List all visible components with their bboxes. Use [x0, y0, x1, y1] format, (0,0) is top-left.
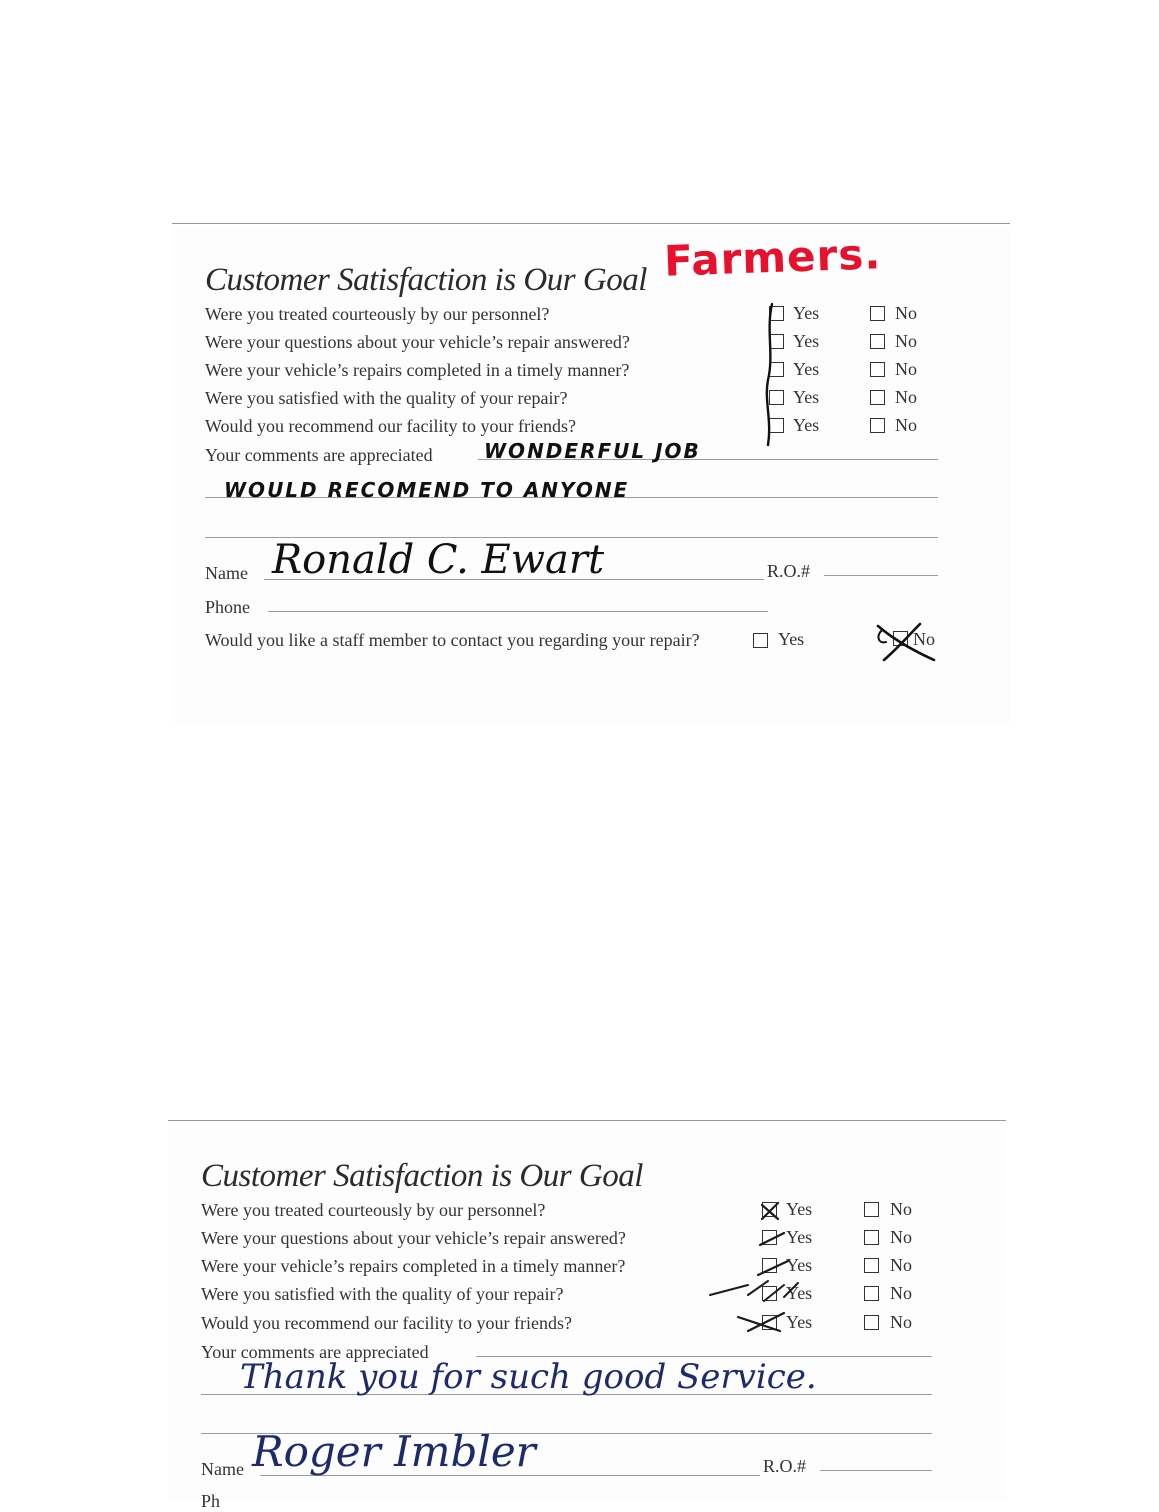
name-label: Name: [205, 563, 248, 583]
survey-card-1: [172, 223, 1010, 724]
ro-label: R.O.#: [767, 561, 811, 581]
handwritten-x-mark: [872, 620, 942, 665]
yes-label: Yes: [786, 1283, 813, 1303]
question-recommend: Would you recommend our facility to your friends?: [205, 416, 576, 436]
no-checkbox-timely[interactable]: [870, 362, 885, 377]
handwritten-name: Roger Imbler: [252, 1427, 536, 1476]
yes-label: Yes: [793, 331, 820, 351]
survey-card-2: [168, 1120, 1006, 1511]
ro-line: [820, 1470, 932, 1471]
contact-no-label: No: [913, 629, 935, 649]
no-label: No: [895, 303, 917, 323]
question-quality: Were you satisfied with the quality of your repair?: [201, 1284, 564, 1304]
question-timely: Were your vehicle’s repairs completed in a timely manner?: [201, 1256, 626, 1276]
no-label: No: [895, 387, 917, 407]
no-label: No: [890, 1227, 912, 1247]
ro-label: R.O.#: [763, 1456, 807, 1476]
contact-yes-label: Yes: [778, 629, 805, 649]
no-label: No: [890, 1199, 912, 1219]
question-answered: Were your questions about your vehicle’s repair answered?: [201, 1228, 626, 1248]
no-label: No: [890, 1312, 912, 1332]
yes-label: Yes: [786, 1227, 813, 1247]
question-recommend: Would you recommend our facility to your friends?: [201, 1313, 572, 1333]
yes-label: Yes: [793, 387, 820, 407]
no-label: No: [890, 1255, 912, 1275]
handwritten-brand-note: Farmers.: [663, 229, 882, 286]
phone-label: Phone: [205, 597, 250, 617]
phone-line: [268, 611, 768, 612]
handwritten-comment-1: WONDERFUL JOB: [484, 439, 701, 463]
no-label: No: [895, 331, 917, 351]
no-checkbox-quality[interactable]: [864, 1286, 879, 1301]
no-checkbox-quality[interactable]: [870, 390, 885, 405]
yes-label: Yes: [786, 1312, 813, 1332]
handwritten-check-marks: [708, 1197, 808, 1337]
handwritten-comment-1: Thank you for such good Service.: [240, 1357, 817, 1397]
yes-label: Yes: [793, 415, 820, 435]
comments-label: Your comments are appreciated: [201, 1342, 429, 1362]
no-checkbox-recommend[interactable]: [870, 418, 885, 433]
ro-line: [824, 575, 938, 576]
handwritten-comment-2: WOULD RECOMEND TO ANYONE: [224, 478, 630, 502]
yes-label: Yes: [793, 359, 820, 379]
comments-label: Your comments are appreciated: [205, 445, 433, 465]
yes-label: Yes: [793, 303, 820, 323]
question-courteous: Were you treated courteously by our personnel?: [205, 304, 550, 324]
card-title: Customer Satisfaction is Our Goal: [205, 262, 647, 298]
name-label: Name: [201, 1459, 244, 1479]
no-label: No: [895, 415, 917, 435]
contact-question: Would you like a staff member to contact you regarding your repair?: [205, 630, 700, 650]
no-checkbox-recommend[interactable]: [864, 1315, 879, 1330]
question-timely: Were your vehicle’s repairs completed in a timely manner?: [205, 360, 630, 380]
contact-yes-checkbox[interactable]: [753, 633, 768, 648]
no-checkbox-courteous[interactable]: [870, 306, 885, 321]
question-quality: Were you satisfied with the quality of your repair?: [205, 388, 568, 408]
no-checkbox-answered[interactable]: [870, 334, 885, 349]
question-courteous: Were you treated courteously by our personnel?: [201, 1200, 546, 1220]
handwritten-name: Ronald C. Ewart: [272, 537, 605, 583]
yes-label: Yes: [786, 1255, 813, 1275]
no-label: No: [890, 1283, 912, 1303]
no-checkbox-answered[interactable]: [864, 1230, 879, 1245]
no-checkbox-timely[interactable]: [864, 1258, 879, 1273]
phone-label-partial: Ph: [201, 1491, 221, 1511]
yes-label: Yes: [786, 1199, 813, 1219]
handwritten-yes-line-mark: [762, 300, 782, 450]
no-label: No: [895, 359, 917, 379]
card-title: Customer Satisfaction is Our Goal: [201, 1158, 643, 1194]
no-checkbox-courteous[interactable]: [864, 1202, 879, 1217]
question-answered: Were your questions about your vehicle’s repair answered?: [205, 332, 630, 352]
